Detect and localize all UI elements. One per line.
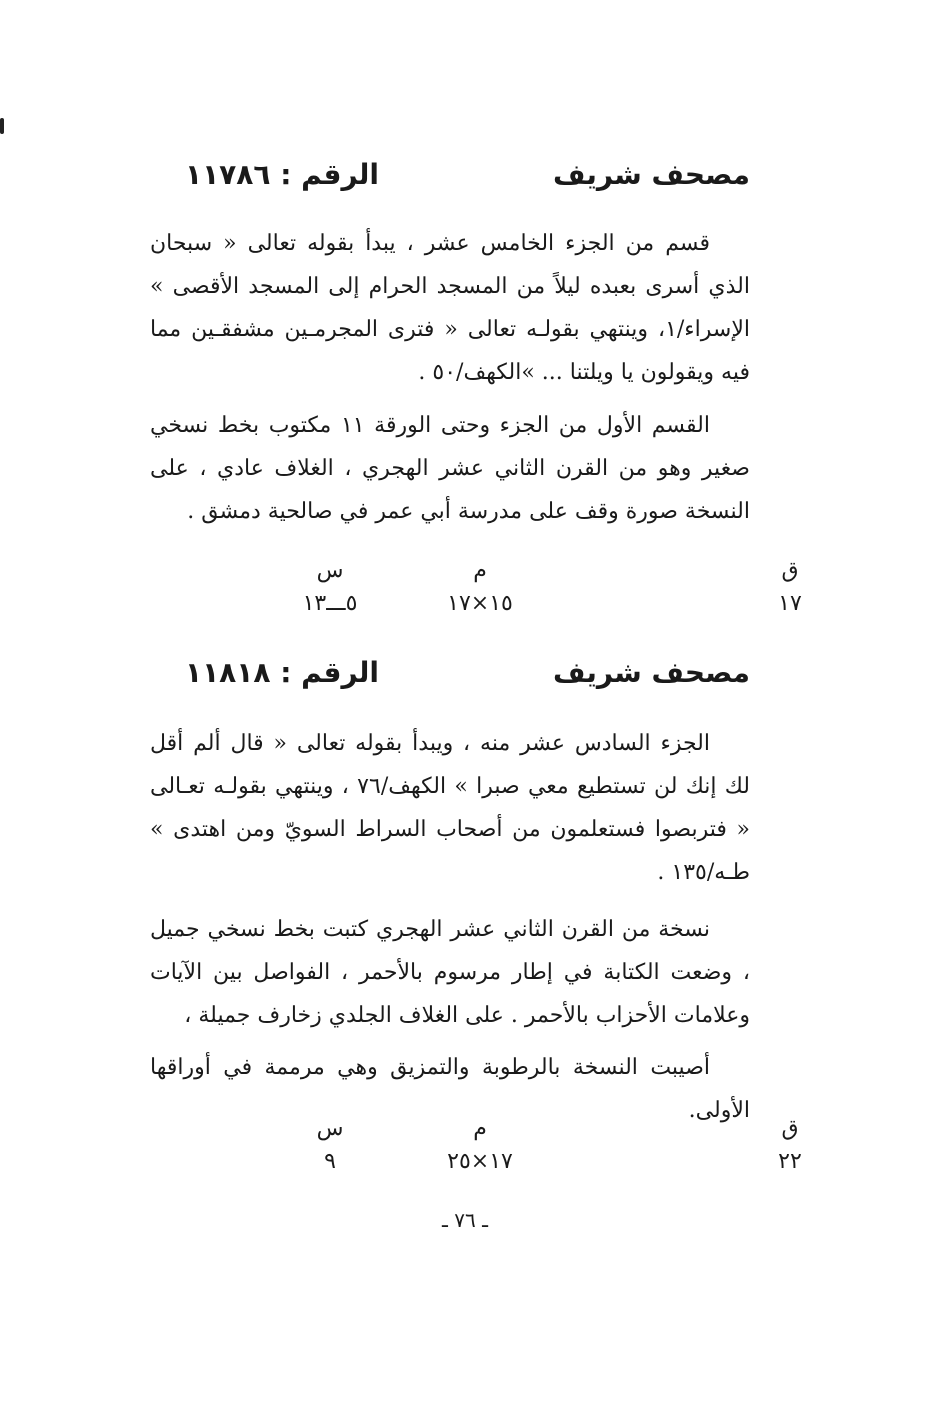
entry-2-paragraph-2: نسخة من القرن الثاني عشر الهجري كتبت بخط نسخي جميل ، وضعت الكتابة في إطار مرسوم بالأحمر ، الفواصل بين الآيات وعلامات الأحزاب بالأحمر . على الغلاف الجلدي زخارف جميلة ، xyxy=(150,917,750,1028)
m-value: ١٧×٢٥ xyxy=(447,1149,513,1174)
entry-2-paragraph-3: أصيبت النسخة بالرطوبة والتمزيق وهي مرممة في أوراقها الأولى. xyxy=(150,1055,750,1123)
entry-1-title: مصحف شريف xyxy=(552,158,750,191)
scan-edge-mark xyxy=(0,118,4,134)
page-number: ـ ٧٦ ـ xyxy=(442,1208,488,1232)
entry-1-paragraph-2: القسم الأول من الجزء وحتى الورقة ١١ مكتوب بخط نسخي صغير وهو من القرن الثاني عشر الهجري ، الغلاف عادي ، على النسخة صورة وقف على مدرسة أبي عمر في صالحية دمشق . xyxy=(150,413,750,524)
q-value: ١٧ xyxy=(778,591,802,616)
m-value: ١٥×١٧ xyxy=(447,591,513,616)
entry-1-measurements xyxy=(150,558,802,628)
q-label: ق xyxy=(781,558,799,583)
m-label: م xyxy=(473,1116,487,1141)
entry-1-number: الرقم : ١١٧٨٦ xyxy=(185,158,379,191)
entry-2-measurements xyxy=(150,1116,802,1186)
entry-2-paragraph-1: الجزء السادس عشر منه ، ويبدأ بقوله تعالى « قال ألم أقل لك إنك لن تستطيع معي صبرا » الكهف/٧٦ ، وينتهي بقولـه تعـالى « فتربصوا فستعلمون من أصحاب السراط السويّ ومن اهتدى » طـه/١٣٥ . xyxy=(150,731,751,885)
entry-2-header xyxy=(150,656,750,716)
entry-2-number: الرقم : ١١٨١٨ xyxy=(185,656,379,689)
m-label: م xyxy=(473,558,487,583)
entry-2-title: مصحف شريف xyxy=(552,656,750,689)
q-label: ق xyxy=(781,1116,799,1141)
entry-1-header xyxy=(150,158,750,218)
s-value: ٥ـــ١٣ xyxy=(302,591,358,616)
entry-1-paragraph-1: قسم من الجزء الخامس عشر ، يبدأ بقوله تعالى « سبحان الذي أسرى بعبده ليلاً من المسجد الحرام إلى المسجد الأقصى » الإسراء/١، وينتهي بقولـه تعالى « فترى المجرمـين مشفقـين مما فيه ويقولون يا ويلتنا ... »الكهف/٥٠ . xyxy=(150,231,750,385)
s-label: س xyxy=(316,1116,344,1141)
s-label: س xyxy=(316,558,344,583)
q-value: ٢٢ xyxy=(778,1149,802,1174)
s-value: ٩ xyxy=(324,1149,336,1174)
